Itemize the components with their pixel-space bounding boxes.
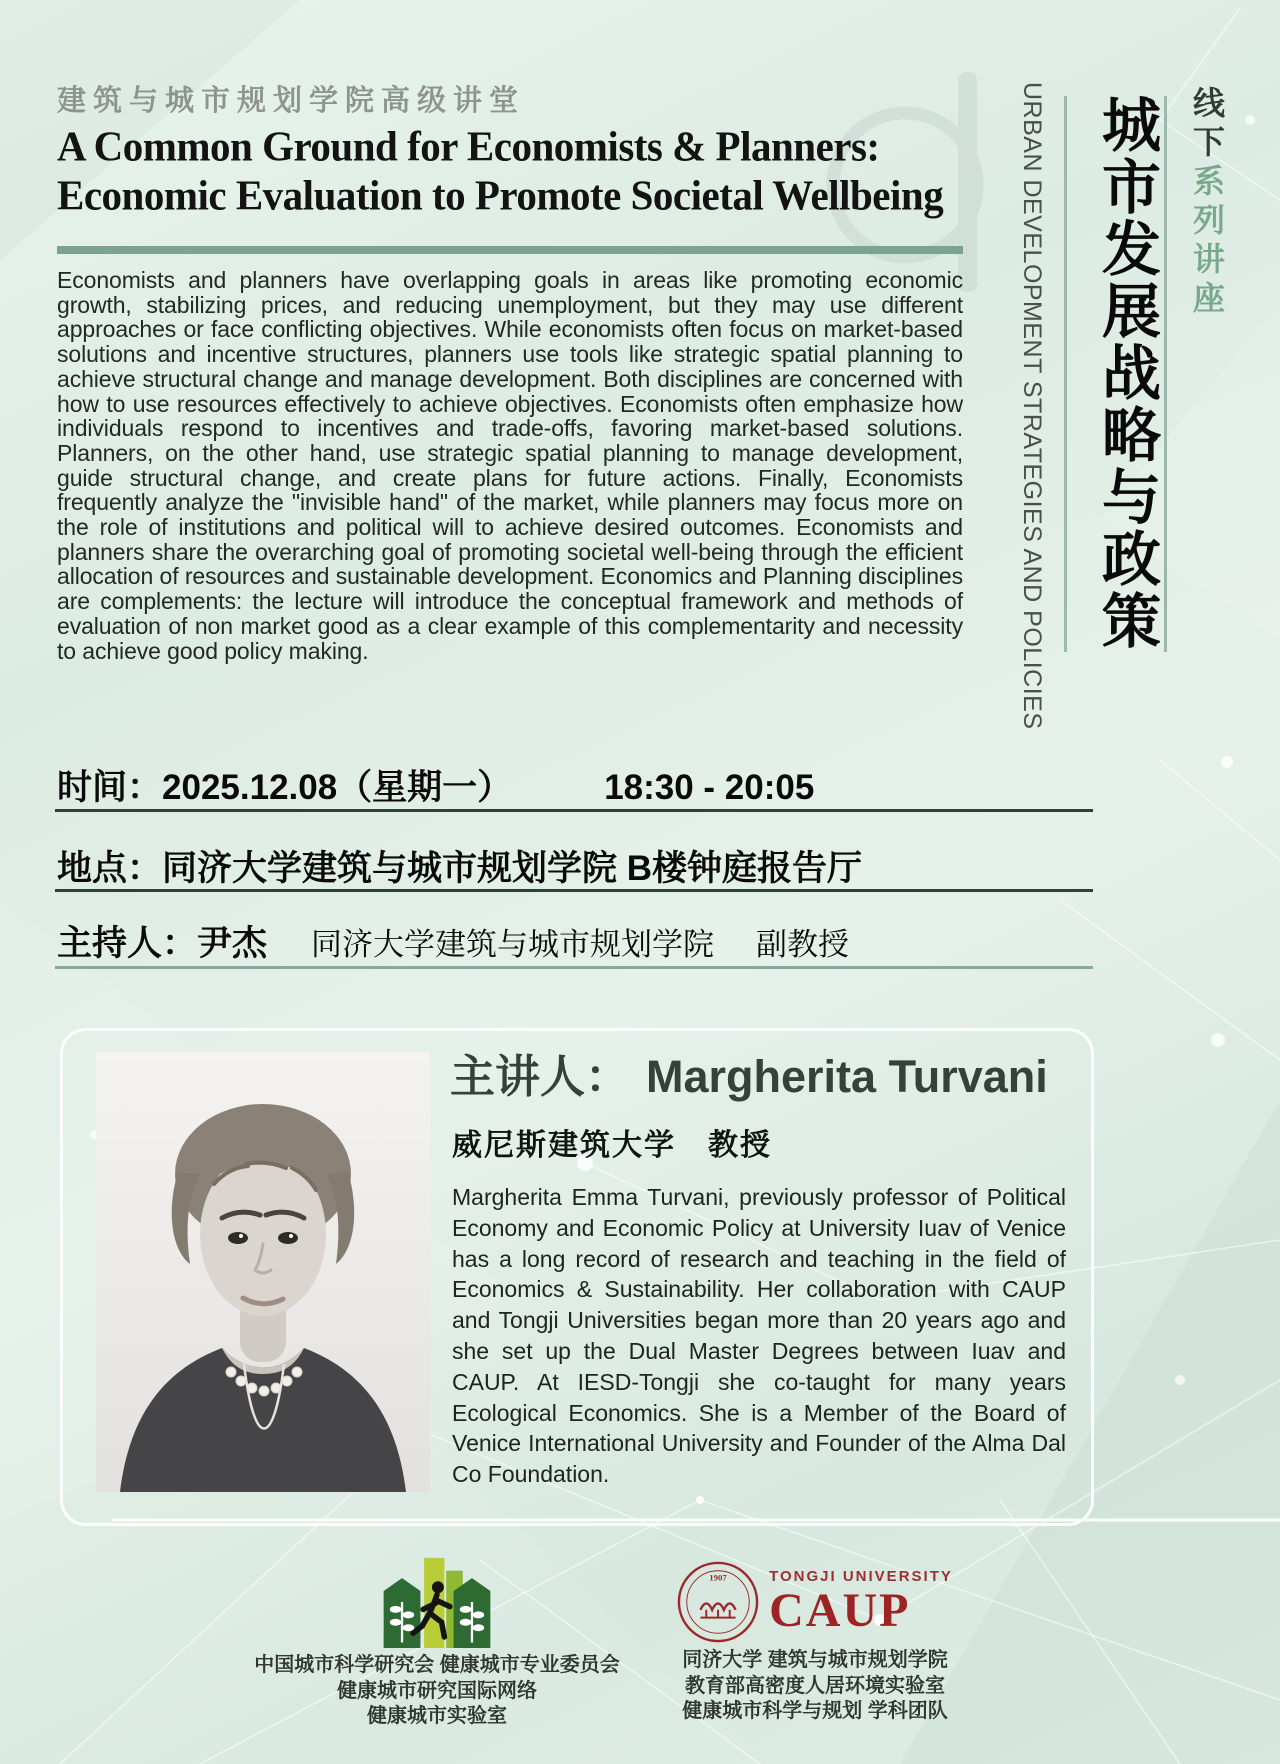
org-line: 中国城市科学研究会 健康城市专业委员会 — [254, 1654, 620, 1676]
org-line: 健康城市研究国际网络 — [337, 1679, 537, 1702]
healthy-city-logo — [378, 1556, 496, 1648]
speaker-heading — [450, 1040, 1048, 1105]
host-title: 副教授 — [756, 927, 850, 962]
rail-line-left — [1064, 96, 1067, 652]
org-line: 同济大学 建筑与城市规划学院 — [682, 1649, 948, 1671]
title-line-1: A Common Ground for Economists & Planners: — [57, 122, 880, 170]
title-divider — [57, 246, 963, 254]
series-label: 建筑与城市规划学院高级讲堂 — [57, 85, 526, 117]
speaker-label: 主讲人： — [450, 1051, 631, 1102]
org-line: 健康城市科学与规划 学科团队 — [682, 1700, 948, 1722]
tongji-university-label: TONGJI UNIVERSITY — [769, 1568, 953, 1585]
chinese-vertical-title: 城市发展战略与政策 — [1093, 94, 1159, 652]
speaker-affiliation: 威尼斯建筑大学 教授 — [452, 1129, 772, 1162]
caup-label: CAUP — [769, 1584, 911, 1637]
time-range: 18:30 - 20:05 — [604, 768, 815, 807]
host-name: 尹杰 — [197, 924, 268, 963]
venue-label: 地点： — [57, 849, 163, 888]
tongji-seal-icon — [677, 1561, 759, 1643]
venue-row — [57, 841, 862, 891]
speaker-name: Margherita Turvani — [646, 1051, 1048, 1102]
footer-right-org — [565, 1556, 1065, 1725]
time-row — [57, 760, 814, 810]
title-line-2: Economic Evaluation to Promote Societal Wellbeing — [57, 170, 944, 219]
lecture-abstract: Economists and planners have overlapping goals in areas like promoting economic growth, stabilizing prices, and reducing unemployment, but they may use different approaches or face conflicting objectives. While economists often focus on market-based solutions and incentive structures, planners use tools like strategic spatial planning to achieve structural change and manage development. Both disciplines are concerned with how to use resources effectively to achieve objectives. Economists often emphasize how individuals respond to incentives and trade-offs, favoring market-based solutions. Planners, on the other hand, use strategic spatial planning to manage development, guide structural change, and create plans for future actions. Finally, Economists frequently analyze the "invisible hand" of the market, while planners may focus more on the role of institutions and political will to achieve desired outcomes. Economists and planners share the overarching goal of promoting societal well-being through the efficient allocation of resources and sustainable development. Economics and Planning disciplines are complements: the lecture will introduce the conceptual framework and methods of evaluation of non market good as a clear example of this complementarity and necessity to achieve good policy making. — [57, 267, 963, 664]
time-label: 时间： — [57, 768, 163, 807]
series-vertical-label — [1184, 86, 1230, 606]
english-vertical-title: URBAN DEVELOPMENT STRATEGIES AND POLICIES — [1018, 82, 1046, 730]
divider — [55, 966, 1093, 969]
speaker-bio: Margherita Emma Turvani, previously professor of Political Economy and Economic Policy at University Iuav of Venice has a long record of research and teaching in the field of Economics & Sustainability. Her collaboration with CAUP and Tongji Universities began more than 20 years ago and she set up the Dual Master Degrees between Iuav and CAUP. At IESD-Tongji she co-taught for many years Ecological Economics. She is a Member of the Board of Venice International University and Founder of the Alma Dal Co Foundation. — [452, 1184, 1066, 1488]
host-label: 主持人： — [57, 924, 198, 963]
org-line: 教育部高密度人居环境实验室 — [685, 1674, 945, 1697]
time-value: 2025.12.08（星期一） — [162, 768, 513, 807]
divider — [55, 889, 1093, 892]
series-offline-label: 线下 — [1189, 86, 1225, 164]
host-affiliation: 同济大学建筑与城市规划学院 — [311, 927, 715, 962]
speaker-photo — [96, 1052, 430, 1492]
org-line: 健康城市实验室 — [367, 1705, 507, 1727]
host-row — [57, 916, 849, 966]
lecture-title — [57, 122, 977, 220]
seal-year: 1907 — [709, 1572, 727, 1583]
series-lectures-label: 系列讲座 — [1189, 164, 1225, 320]
divider — [55, 809, 1093, 812]
rail-line-right — [1164, 96, 1167, 652]
venue-value: 同济大学建筑与城市规划学院 B楼钟庭报告厅 — [162, 849, 863, 888]
